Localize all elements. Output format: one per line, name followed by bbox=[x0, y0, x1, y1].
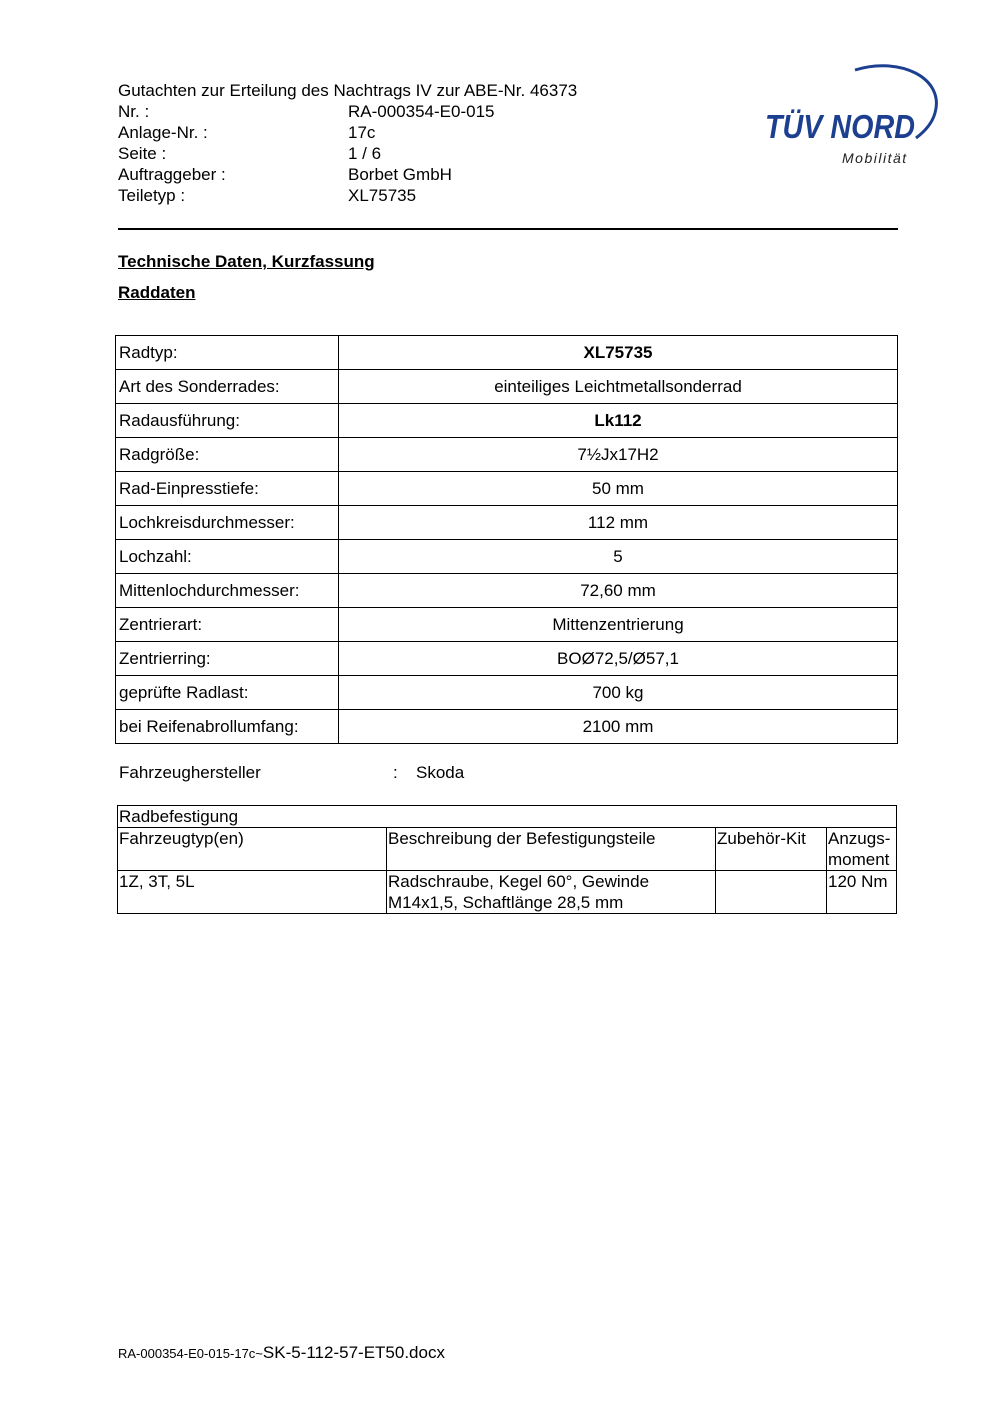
row-label: Radausführung: bbox=[116, 404, 339, 438]
row-label: Radgröße: bbox=[116, 438, 339, 472]
table-row bbox=[116, 642, 898, 676]
manufacturer-line bbox=[119, 763, 465, 783]
row-value: BOØ72,5/Ø57,1 bbox=[339, 642, 898, 676]
header-field-label: Seite : bbox=[118, 144, 167, 163]
vehicle-types: 1Z, 3T, 5L bbox=[118, 871, 387, 914]
footer-prefix: RA-000354-E0-015-17c~ bbox=[118, 1346, 263, 1361]
header-field bbox=[118, 122, 577, 143]
tuv-nord-logo bbox=[760, 58, 945, 173]
row-label: Lochzahl: bbox=[116, 540, 339, 574]
header-field-label: Auftraggeber : bbox=[118, 165, 226, 184]
document-title: Gutachten zur Erteilung des Nachtrags IV zur ABE-Nr. 46373 bbox=[118, 81, 578, 100]
row-value: 700 kg bbox=[339, 676, 898, 710]
header-field-value: 17c bbox=[348, 123, 376, 142]
document-header bbox=[118, 80, 577, 206]
table-row bbox=[116, 336, 898, 370]
table-row bbox=[116, 676, 898, 710]
raddaten-table bbox=[115, 335, 898, 744]
description-line: M14x1,5, Schaftlänge 28,5 mm bbox=[388, 893, 624, 912]
row-label: Mittenlochdurchmesser: bbox=[116, 574, 339, 608]
tightening-torque: 120 Nm bbox=[827, 871, 897, 914]
row-value: 2100 mm bbox=[339, 710, 898, 744]
column-header-torque bbox=[827, 828, 897, 871]
radbefestigung-table bbox=[117, 805, 897, 914]
row-value: 5 bbox=[339, 540, 898, 574]
column-header: moment bbox=[828, 850, 890, 869]
header-field bbox=[118, 143, 577, 164]
logo-brand-text: TÜV NORD bbox=[765, 108, 915, 145]
manufacturer-label: Fahrzeughersteller bbox=[119, 763, 261, 782]
logo-subtitle: Mobilität bbox=[842, 150, 908, 166]
column-header: Fahrzeugtyp(en) bbox=[118, 828, 387, 871]
row-label: Radtyp: bbox=[116, 336, 339, 370]
row-label: bei Reifenabrollumfang: bbox=[116, 710, 339, 744]
header-field-value: 1 / 6 bbox=[348, 144, 382, 163]
column-header: Zubehör-Kit bbox=[716, 828, 827, 871]
header-field-label: Nr. : bbox=[118, 102, 150, 121]
description-line: Radschraube, Kegel 60°, Gewinde bbox=[388, 872, 650, 891]
table-title-row bbox=[118, 806, 897, 828]
section-title: Technische Daten, Kurzfassung bbox=[118, 252, 375, 271]
table-row bbox=[116, 404, 898, 438]
row-value: Lk112 bbox=[339, 404, 898, 438]
footer-filename bbox=[118, 1343, 445, 1363]
row-value: 112 mm bbox=[339, 506, 898, 540]
header-field-value: XL75735 bbox=[348, 186, 417, 205]
column-header: Anzugs- bbox=[828, 829, 891, 848]
row-label: Zentrierart: bbox=[116, 608, 339, 642]
row-value: Mittenzentrierung bbox=[339, 608, 898, 642]
header-field bbox=[118, 185, 577, 206]
header-divider bbox=[118, 228, 898, 230]
table-row bbox=[116, 540, 898, 574]
manufacturer-separator: : bbox=[393, 763, 398, 782]
row-value: 72,60 mm bbox=[339, 574, 898, 608]
row-value: XL75735 bbox=[339, 336, 898, 370]
row-label: geprüfte Radlast: bbox=[116, 676, 339, 710]
footer-docname: SK-5-112-57-ET50.docx bbox=[262, 1343, 445, 1362]
row-label: Zentrierring: bbox=[116, 642, 339, 676]
header-field-label: Anlage-Nr. : bbox=[118, 123, 208, 142]
row-value: 7½Jx17H2 bbox=[339, 438, 898, 472]
header-field-label: Teiletyp : bbox=[118, 186, 186, 205]
subsection-title: Raddaten bbox=[118, 283, 196, 302]
table-row bbox=[116, 608, 898, 642]
header-field bbox=[118, 164, 577, 185]
table-title: Radbefestigung bbox=[118, 806, 897, 828]
row-value: einteiliges Leichtmetallsonderrad bbox=[339, 370, 898, 404]
table-row bbox=[116, 574, 898, 608]
header-field-value: RA-000354-E0-015 bbox=[348, 102, 495, 121]
table-row bbox=[116, 370, 898, 404]
table-row bbox=[118, 871, 897, 914]
fastener-description bbox=[387, 871, 716, 914]
table-row bbox=[116, 710, 898, 744]
table-row bbox=[116, 438, 898, 472]
table-row bbox=[116, 506, 898, 540]
logo-arc-icon bbox=[760, 58, 945, 153]
manufacturer-value: Skoda bbox=[416, 763, 465, 782]
column-header: Beschreibung der Befestigungsteile bbox=[387, 828, 716, 871]
header-field-value: Borbet GmbH bbox=[348, 165, 452, 184]
table-row bbox=[116, 472, 898, 506]
table-header-row bbox=[118, 828, 897, 871]
row-label: Rad-Einpresstiefe: bbox=[116, 472, 339, 506]
header-field bbox=[118, 101, 577, 122]
accessory-kit bbox=[716, 871, 827, 914]
row-label: Art des Sonderrades: bbox=[116, 370, 339, 404]
row-value: 50 mm bbox=[339, 472, 898, 506]
row-label: Lochkreisdurchmesser: bbox=[116, 506, 339, 540]
